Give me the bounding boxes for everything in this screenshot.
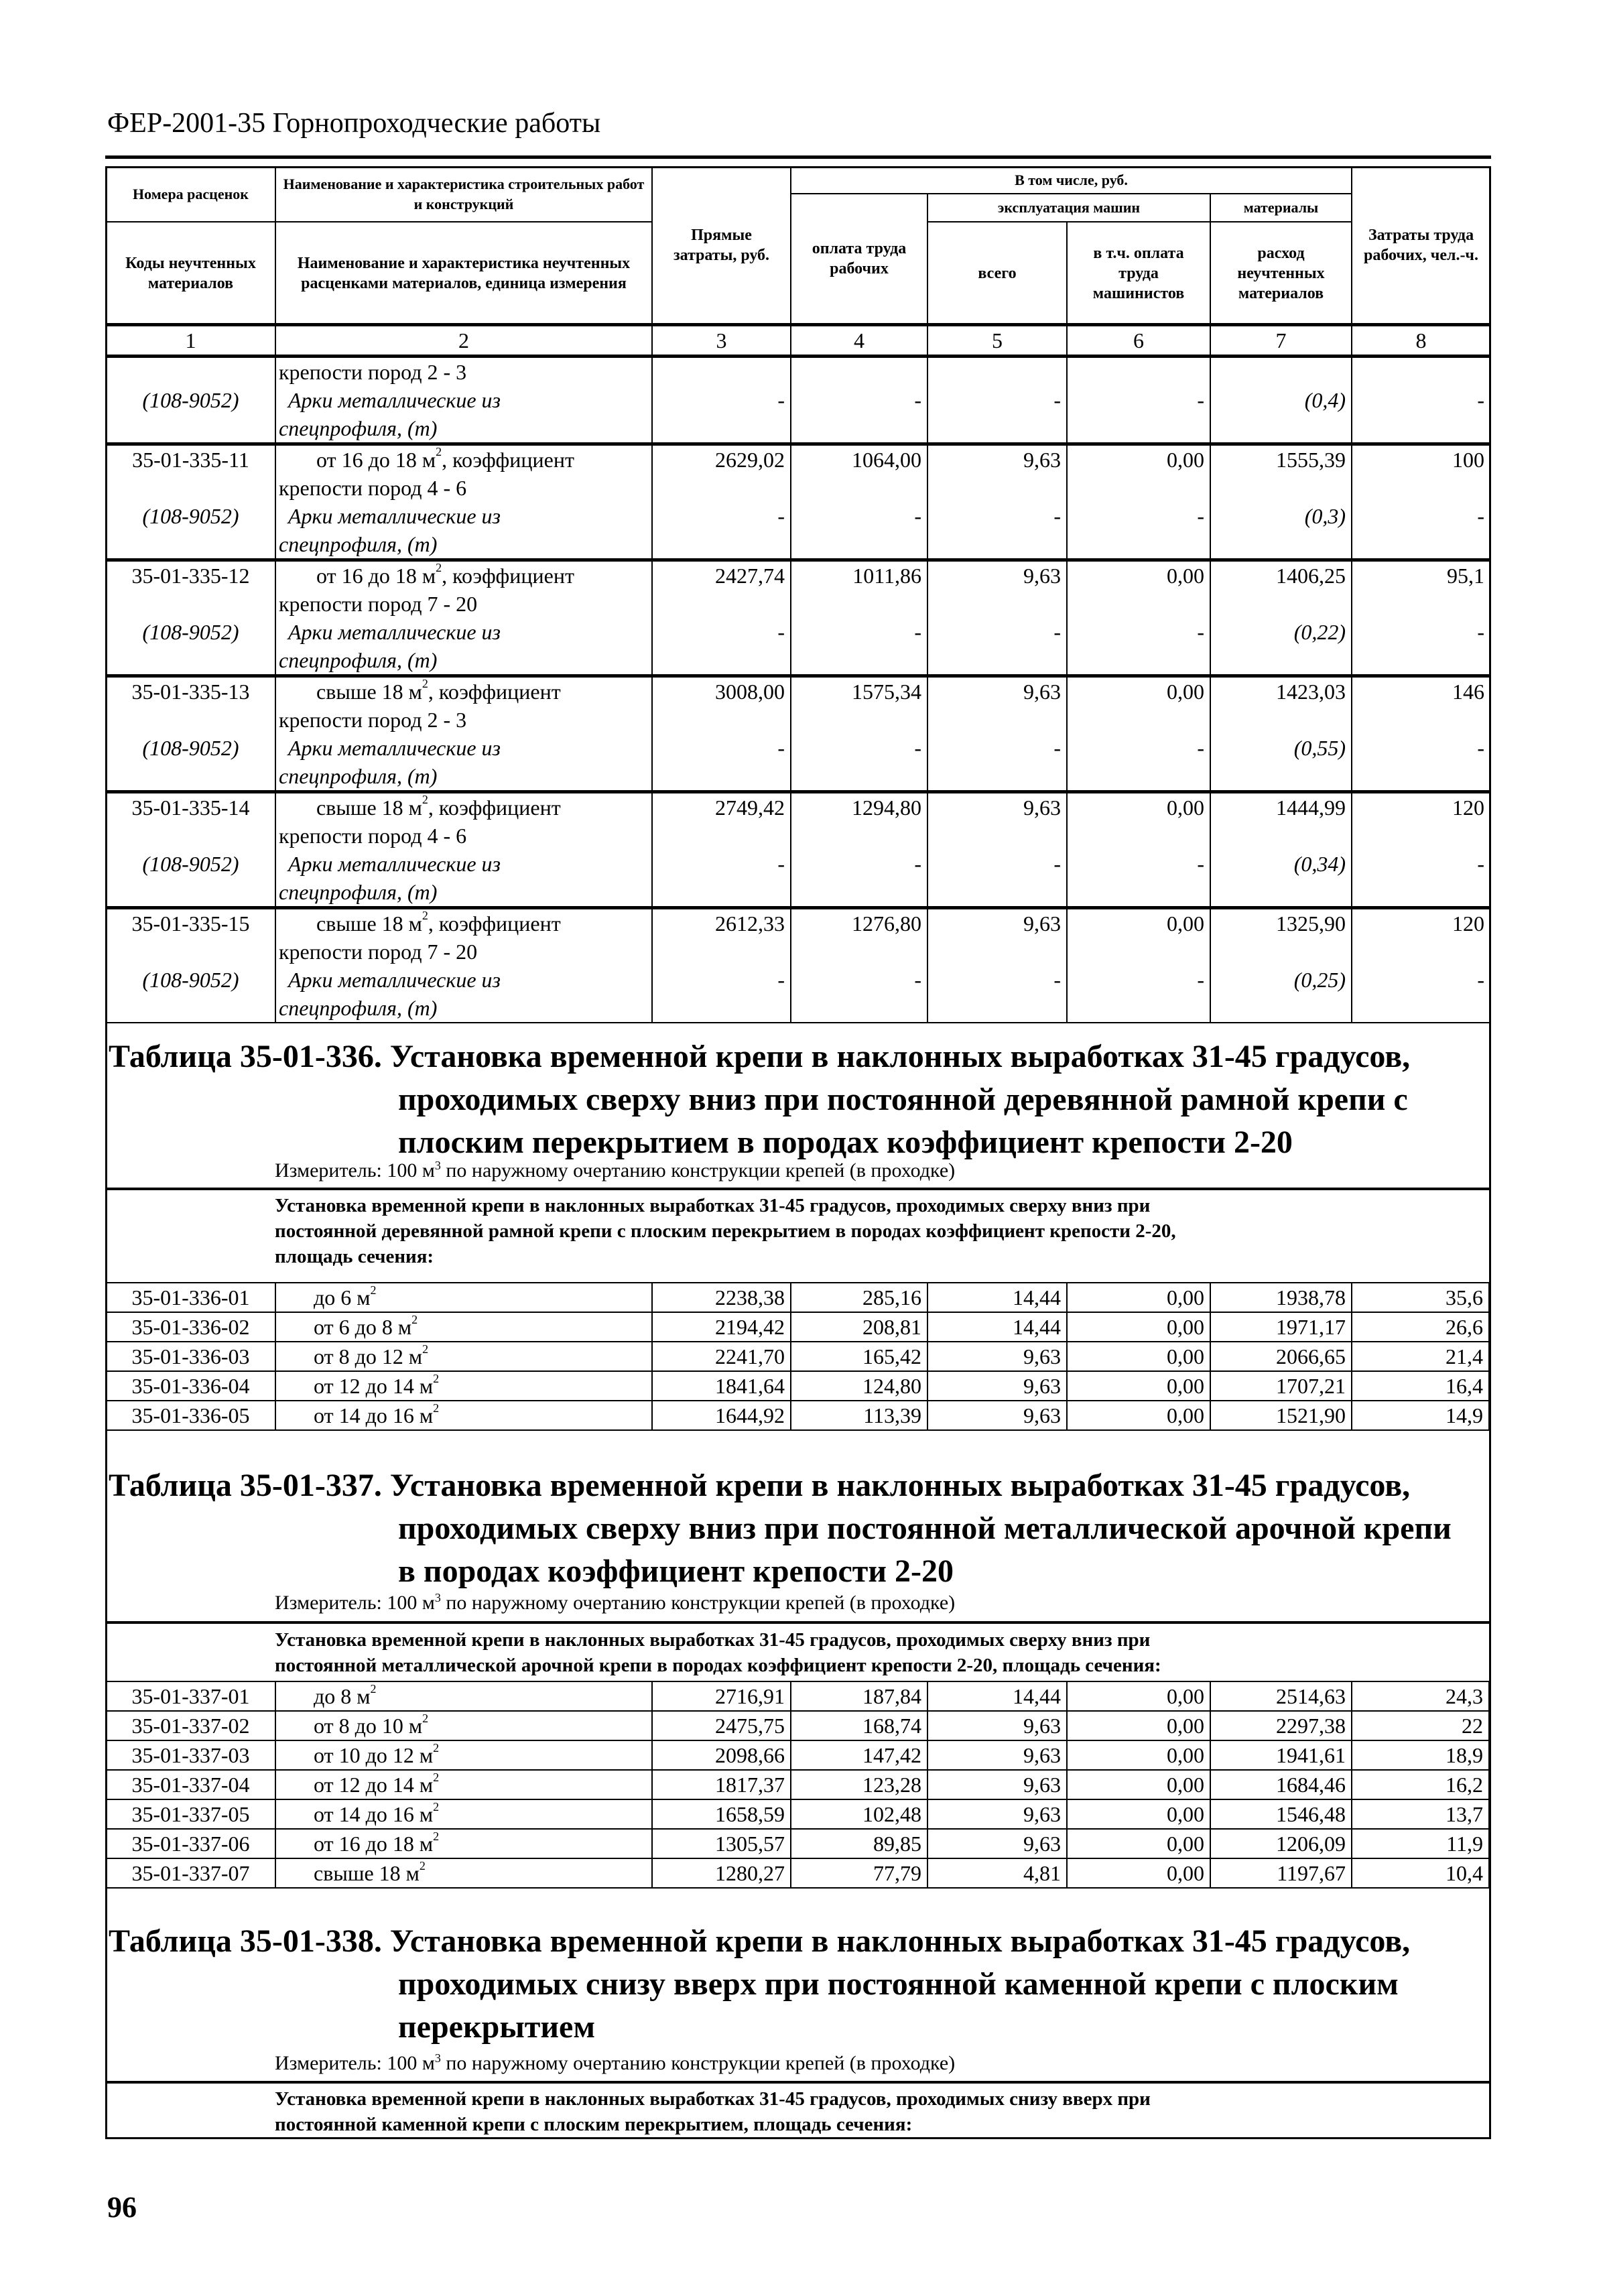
- cell-machines: 9,63: [927, 1799, 1067, 1829]
- material-name: Арки металлические из: [288, 619, 501, 644]
- table-338-measure: Измеритель: 100 $м^3$ по наружному очертанию конструкции крепей (в проходке): [275, 2051, 956, 2074]
- col-number-4: 4: [791, 324, 927, 356]
- material-code: (108-9052): [142, 735, 239, 760]
- cell-operator-pay: 0,00: [1067, 1858, 1210, 1888]
- cell-worker-pay: 285,16: [791, 1283, 927, 1312]
- cell-labor-hours: 14,9: [1352, 1401, 1489, 1430]
- row-description: от 16 до 18 $м^2$: [275, 1829, 652, 1858]
- cell-value: -: [1067, 356, 1210, 444]
- cell-operator-pay: 0,00: [1067, 1829, 1210, 1858]
- cell-labor-hours: 26,6: [1352, 1312, 1489, 1342]
- rate-code: 35-01-335-15: [131, 911, 250, 936]
- cell-worker-pay: 165,42: [791, 1342, 927, 1371]
- table-row: [106, 1858, 1489, 1888]
- table-row-continuation: [106, 356, 1490, 444]
- cell-direct-costs: 2749,42: [715, 795, 785, 820]
- cell-operator-pay: 0,00: [1067, 1711, 1210, 1740]
- material-name: Арки металлические из: [288, 735, 501, 760]
- superscript: 2: [370, 1682, 377, 1696]
- cell-materials: 1206,09: [1210, 1829, 1352, 1858]
- superscript: 2: [433, 1800, 440, 1813]
- table-336-number: Таблица 35-01-336.: [109, 1039, 382, 1074]
- col-header-rate-number: Номера расценок: [106, 167, 275, 222]
- rate-code: 35-01-337-03: [106, 1740, 275, 1770]
- table-row: [106, 1740, 1489, 1770]
- cell-direct-costs: 2475,75: [652, 1711, 791, 1740]
- material-code: (108-9052): [142, 503, 239, 528]
- row-description: от 16 до 18 $м^2$, коэффициент: [316, 560, 574, 588]
- cell-worker-pay: 1011,86: [852, 563, 921, 588]
- col-number-1: 1: [106, 324, 275, 356]
- rates-table-336: [105, 1282, 1490, 1431]
- cell-direct-costs: 3008,00: [715, 679, 785, 704]
- table-row: [106, 1371, 1489, 1401]
- cell-materials: 1197,67: [1210, 1858, 1352, 1888]
- cell-materials: 1546,48: [1210, 1799, 1352, 1829]
- col-header-worker-pay: оплата труда рабочих: [791, 194, 927, 324]
- cell-materials: 2297,38: [1210, 1711, 1352, 1740]
- table-337-measure: Измеритель: 100 $м^3$ по наружному очертанию конструкции крепей (в проходке): [275, 1591, 956, 1614]
- divider: [105, 1188, 1491, 1190]
- rate-code: 35-01-337-07: [106, 1858, 275, 1888]
- cell-worker-pay: 1064,00: [852, 447, 921, 472]
- rates-table-337: [105, 1681, 1490, 1889]
- material-name-cont: спецпрофиля, (т): [279, 416, 438, 440]
- cell-value: -: [652, 356, 791, 444]
- cell-worker-pay: 1294,80: [852, 795, 921, 820]
- row-description: крепости пород 2 - 3: [279, 359, 467, 384]
- cell-direct-costs: 1305,57: [652, 1829, 791, 1858]
- cell-labor-hours: 16,2: [1352, 1770, 1489, 1799]
- col-header-machines-group: эксплуатация машин: [927, 194, 1210, 222]
- rate-code: 35-01-337-06: [106, 1829, 275, 1858]
- cell-operator-pay: 0,00: [1067, 1283, 1210, 1312]
- table-row: [106, 1770, 1489, 1799]
- cell-labor-hours: 120: [1452, 911, 1484, 936]
- rate-code: 35-01-336-01: [106, 1283, 275, 1312]
- cell-operator-pay: 0,00: [1167, 911, 1204, 936]
- col-header-materials-group: материалы: [1210, 194, 1352, 222]
- col-number-6: 6: [1067, 324, 1210, 356]
- cell-machines: 14,44: [927, 1681, 1067, 1711]
- col-header-operator-pay: в т.ч. оплата труда машинистов: [1067, 222, 1210, 324]
- col-header-direct-costs: Прямые затраты, руб.: [652, 167, 791, 324]
- cell-worker-pay: 89,85: [791, 1829, 927, 1858]
- table-336-measure: Измеритель: 100 $м^3$ по наружному очертанию конструкции крепей (в проходке): [275, 1159, 956, 1182]
- cell-machines: 9,63: [1023, 911, 1061, 936]
- material-code: (108-9052): [142, 619, 239, 644]
- table-336-title: Таблица 35-01-336. Установка временной крепи в наклонных выработках 31-45 градусов, проходимых сверху вниз при постоянной деревянной рамной крепи с плоским перекрытием в породах коэффициент крепости 2-20: [109, 1039, 1411, 1160]
- table-row: [106, 1401, 1489, 1430]
- cell-direct-costs: 2629,02: [715, 447, 785, 472]
- rate-code: 35-01-336-05: [106, 1401, 275, 1430]
- cell-labor-hours: 120: [1452, 795, 1484, 820]
- cell-direct-costs: 2427,74: [715, 563, 785, 588]
- cell-worker-pay: 113,39: [791, 1401, 927, 1430]
- rate-code: 35-01-335-11: [132, 447, 249, 472]
- material-name-cont: спецпрофиля, (т): [279, 879, 438, 904]
- material-name: Арки металлические из: [288, 967, 501, 992]
- cell-labor-hours: 146: [1452, 679, 1484, 704]
- cell-direct-costs: 2716,91: [652, 1681, 791, 1711]
- row-description: свыше 18 $м^2$, коэффициент: [316, 676, 561, 704]
- row-description-cont: крепости пород 7 - 20: [279, 591, 478, 616]
- cell-direct-costs: 1280,27: [652, 1858, 791, 1888]
- row-description: от 12 до 14 $м^2$: [275, 1371, 652, 1401]
- cell-direct-costs: 2098,66: [652, 1740, 791, 1770]
- material-name: Арки металлические из: [288, 503, 501, 528]
- cell-labor-hours: 21,4: [1352, 1342, 1489, 1371]
- cell-operator-pay: 0,00: [1067, 1770, 1210, 1799]
- cell-machines: 9,63: [927, 1711, 1067, 1740]
- cell-labor-hours: 95,1: [1447, 563, 1484, 588]
- table-row: 35-01-335-15 (108-9052) свыше 18 $м^2$, коэффициент крепости пород 7 - 20 Арки металлические из спецпрофиля, (т) 2612,33 - 1276,80 - 9,63 - 0,00 - 1325,90 (0,25) 120 -: [106, 907, 1490, 1023]
- cell-operator-pay: 0,00: [1067, 1342, 1210, 1371]
- cell-operator-pay: 0,00: [1167, 679, 1204, 704]
- material-name: Арки металлические из: [288, 387, 501, 412]
- cell-machines: 4,81: [927, 1858, 1067, 1888]
- rate-code: 35-01-337-05: [106, 1799, 275, 1829]
- superscript: 2: [422, 1712, 429, 1725]
- cell-materials: 1406,25: [1276, 563, 1346, 588]
- row-description: до 8 $м^2$: [275, 1681, 652, 1711]
- cell-materials: 2514,63: [1210, 1681, 1352, 1711]
- superscript: 2: [433, 1771, 440, 1784]
- cell-value: -: [927, 356, 1067, 444]
- cell-direct-costs: 2612,33: [715, 911, 785, 936]
- table-336-subheading: Установка временной крепи в наклонных выработках 31-45 градусов, проходимых сверху вниз при постоянной деревянной рамной крепи с плоским перекрытием в породах коэффициент крепости 2-20, площадь сечения:: [275, 1195, 1176, 1267]
- cell-materials: 1941,61: [1210, 1740, 1352, 1770]
- cell-operator-pay: 0,00: [1067, 1312, 1210, 1342]
- cell-materials: 1521,90: [1210, 1401, 1352, 1430]
- cell-materials: 1684,46: [1210, 1770, 1352, 1799]
- superscript: 2: [411, 1313, 418, 1326]
- cell-machines: 9,63: [927, 1740, 1067, 1770]
- cell-direct-costs: 2241,70: [652, 1342, 791, 1371]
- col-header-material-names: Наименование и характеристика неучтенных расценками материалов, единица измерения: [275, 222, 652, 324]
- table-row: [106, 1283, 1489, 1312]
- material-code: (108-9052): [142, 851, 239, 876]
- cell-labor-hours: 100: [1452, 447, 1484, 472]
- superscript: 2: [370, 1283, 377, 1297]
- cell-direct-costs: 1817,37: [652, 1770, 791, 1799]
- cell-labor-hours: 13,7: [1352, 1799, 1489, 1829]
- cell-operator-pay: 0,00: [1167, 795, 1204, 820]
- col-header-material-codes: Коды неучтенных материалов: [106, 222, 275, 324]
- cell-materials: 1707,21: [1210, 1371, 1352, 1401]
- row-description: от 16 до 18 $м^2$, коэффициент: [316, 444, 574, 472]
- row-description-cont: крепости пород 4 - 6: [279, 823, 467, 848]
- cell-materials: 1555,39: [1276, 447, 1346, 472]
- page-number: 96: [107, 2191, 137, 2224]
- cell-operator-pay: 0,00: [1067, 1799, 1210, 1829]
- table-row: [106, 1711, 1489, 1740]
- rate-code: 35-01-335-12: [131, 563, 250, 588]
- col-header-machines-total: всего: [927, 222, 1067, 324]
- rate-code: 35-01-337-01: [106, 1681, 275, 1711]
- cell-worker-pay: 77,79: [791, 1858, 927, 1888]
- rate-code: 35-01-336-04: [106, 1371, 275, 1401]
- cell-worker-pay: 1276,80: [852, 911, 921, 936]
- material-name-cont: спецпрофиля, (т): [279, 531, 438, 556]
- rate-code: 35-01-336-02: [106, 1312, 275, 1342]
- cell-machines: 9,63: [1023, 563, 1061, 588]
- col-number-8: 8: [1352, 324, 1490, 356]
- rates-table-335: [105, 166, 1491, 1023]
- cell-operator-pay: 0,00: [1067, 1740, 1210, 1770]
- cell-labor-hours: 16,4: [1352, 1371, 1489, 1401]
- cell-direct-costs: 2194,42: [652, 1312, 791, 1342]
- cell-direct-costs: 1644,92: [652, 1401, 791, 1430]
- material-name: Арки металлические из: [288, 851, 501, 876]
- material-name-cont: спецпрофиля, (т): [279, 647, 438, 672]
- cell-value: (0,4): [1210, 356, 1352, 444]
- row-description: от 14 до 16 $м^2$: [275, 1401, 652, 1430]
- col-number-2: 2: [275, 324, 652, 356]
- cell-machines: 9,63: [927, 1770, 1067, 1799]
- cell-labor-hours: 24,3: [1352, 1681, 1489, 1711]
- cell-labor-hours: 18,9: [1352, 1740, 1489, 1770]
- cell-direct-costs: 2238,38: [652, 1283, 791, 1312]
- cell-machines: 14,44: [927, 1312, 1067, 1342]
- col-header-unaccounted-materials: расход неучтенных материалов: [1210, 222, 1352, 324]
- table-row: 35-01-335-12 (108-9052) от 16 до 18 $м^2$, коэффициент крепости пород 7 - 20 Арки металлические из спецпрофиля, (т) 2427,74 - 1011,86 - 9,63 - 0,00 - 1406,25 (0,22) 95,1 -: [106, 560, 1490, 676]
- table-row: [106, 1312, 1489, 1342]
- rate-code: 35-01-335-14: [131, 795, 250, 820]
- table-338-subheading: Установка временной крепи в наклонных выработках 31-45 градусов, проходимых снизу вверх при постоянной каменной крепи с плоским перекрытием, площадь сечения:: [275, 2088, 1151, 2135]
- cell-worker-pay: 1575,34: [852, 679, 921, 704]
- table-337-subheading: Установка временной крепи в наклонных выработках 31-45 градусов, проходимых сверху вниз при постоянной металлической арочной крепи в породах коэффициент крепости 2-20, площадь сечения:: [275, 1629, 1161, 1676]
- table-row: 35-01-335-11 (108-9052) от 16 до 18 $м^2$, коэффициент крепости пород 4 - 6 Арки металлические из спецпрофиля, (т) 2629,02 - 1064,00 - 9,63 - 0,00 - 1555,39 (0,3) 100 -: [106, 444, 1490, 560]
- header-rule: [105, 155, 1491, 159]
- row-description: свыше 18 $м^2$: [275, 1858, 652, 1888]
- cell-materials: 1444,99: [1276, 795, 1346, 820]
- row-description: свыше 18 $м^2$, коэффициент: [316, 792, 561, 820]
- cell-machines: 9,63: [927, 1829, 1067, 1858]
- table-row: [106, 1799, 1489, 1829]
- cell-operator-pay: 0,00: [1067, 1401, 1210, 1430]
- rate-code: 35-01-337-02: [106, 1711, 275, 1740]
- divider: [105, 1621, 1491, 1624]
- cell-machines: 9,63: [1023, 795, 1061, 820]
- cell-operator-pay: 0,00: [1167, 563, 1204, 588]
- row-description: от 14 до 16 $м^2$: [275, 1799, 652, 1829]
- material-name-cont: спецпрофиля, (т): [279, 995, 438, 1020]
- row-description: свыше 18 $м^2$, коэффициент: [316, 908, 561, 936]
- cell-machines: 14,44: [927, 1283, 1067, 1312]
- rate-code: 35-01-335-13: [131, 679, 250, 704]
- cell-value: -: [791, 356, 927, 444]
- superscript: 2: [419, 1859, 426, 1872]
- row-description: от 12 до 14 $м^2$: [275, 1770, 652, 1799]
- material-code: (108-9052): [142, 967, 239, 992]
- row-description: от 6 до 8 $м^2$: [275, 1312, 652, 1342]
- rate-code: 35-01-337-04: [106, 1770, 275, 1799]
- cell-worker-pay: 208,81: [791, 1312, 927, 1342]
- cell-machines: 9,63: [1023, 447, 1061, 472]
- col-number-7: 7: [1210, 324, 1352, 356]
- cell-machines: 9,63: [1023, 679, 1061, 704]
- col-header-including-group: В том числе, руб.: [791, 167, 1352, 194]
- cell-labor-hours: 10,4: [1352, 1858, 1489, 1888]
- cell-materials: 1971,17: [1210, 1312, 1352, 1342]
- table-338-number: Таблица 35-01-338.: [109, 1923, 382, 1959]
- superscript: 2: [433, 1830, 440, 1843]
- row-description-cont: крепости пород 4 - 6: [279, 475, 467, 500]
- superscript: 2: [433, 1372, 440, 1385]
- cell-labor-hours: 22: [1352, 1711, 1489, 1740]
- superscript: 2: [433, 1401, 440, 1415]
- cell-operator-pay: 0,00: [1067, 1681, 1210, 1711]
- divider: [105, 2081, 1491, 2084]
- table-row: [106, 1829, 1489, 1858]
- table-338-title: Таблица 35-01-338. Установка временной крепи в наклонных выработках 31-45 градусов, проходимых снизу вверх при постоянной каменной крепи с плоским перекрытием: [109, 1923, 1411, 2045]
- row-description: от 10 до 12 $м^2$: [275, 1740, 652, 1770]
- material-name-cont: спецпрофиля, (т): [279, 763, 438, 788]
- cell-labor-hours: 11,9: [1352, 1829, 1489, 1858]
- col-header-work-name: Наименование и характеристика строительных работ и конструкций: [275, 167, 652, 222]
- cell-worker-pay: 124,80: [791, 1371, 927, 1401]
- superscript: 2: [422, 1342, 429, 1356]
- cell-worker-pay: 147,42: [791, 1740, 927, 1770]
- table-337-title: Таблица 35-01-337. Установка временной крепи в наклонных выработках 31-45 градусов, проходимых сверху вниз при постоянной металлической арочной крепи в породах коэффициент крепости 2-20: [109, 1468, 1452, 1589]
- row-description-cont: крепости пород 7 - 20: [279, 939, 478, 964]
- cell-worker-pay: 168,74: [791, 1711, 927, 1740]
- superscript: 2: [433, 1741, 440, 1755]
- cell-value: -: [1352, 356, 1490, 444]
- col-number-3: 3: [652, 324, 791, 356]
- table-row: 35-01-335-14 (108-9052) свыше 18 $м^2$, коэффициент крепости пород 4 - 6 Арки металлические из спецпрофиля, (т) 2749,42 - 1294,80 - 9,63 - 0,00 - 1444,99 (0,34) 120 -: [106, 791, 1490, 907]
- running-header-title: ФЕР-2001-35 Горнопроходческие работы: [107, 108, 601, 139]
- col-header-labor-hours: Затраты труда рабочих, чел.-ч.: [1352, 167, 1490, 324]
- cell-operator-pay: 0,00: [1067, 1371, 1210, 1401]
- cell-labor-hours: 35,6: [1352, 1283, 1489, 1312]
- cell-worker-pay: 187,84: [791, 1681, 927, 1711]
- row-description: от 8 до 10 $м^2$: [275, 1711, 652, 1740]
- cell-materials: 1938,78: [1210, 1283, 1352, 1312]
- table-row: 35-01-335-13 (108-9052) свыше 18 $м^2$, коэффициент крепости пород 2 - 3 Арки металлические из спецпрофиля, (т) 3008,00 - 1575,34 - 9,63 - 0,00 - 1423,03 (0,55) 146 -: [106, 676, 1490, 791]
- row-description-cont: крепости пород 2 - 3: [279, 707, 467, 732]
- table-337-number: Таблица 35-01-337.: [109, 1468, 382, 1503]
- material-code: (108-9052): [142, 387, 239, 412]
- rate-code: 35-01-336-03: [106, 1342, 275, 1371]
- cell-machines: 9,63: [927, 1371, 1067, 1401]
- cell-machines: 9,63: [927, 1342, 1067, 1371]
- cell-machines: 9,63: [927, 1401, 1067, 1430]
- row-description: до 6 $м^2$: [275, 1283, 652, 1312]
- cell-operator-pay: 0,00: [1167, 447, 1204, 472]
- col-number-5: 5: [927, 324, 1067, 356]
- cell-direct-costs: 1658,59: [652, 1799, 791, 1829]
- cell-materials: 1325,90: [1276, 911, 1346, 936]
- cell-materials: 2066,65: [1210, 1342, 1352, 1371]
- table-row: [106, 1681, 1489, 1711]
- table-row: [106, 1342, 1489, 1371]
- cell-materials: 1423,03: [1276, 679, 1346, 704]
- cell-worker-pay: 102,48: [791, 1799, 927, 1829]
- cell-direct-costs: 1841,64: [652, 1371, 791, 1401]
- cell-worker-pay: 123,28: [791, 1770, 927, 1799]
- row-description: от 8 до 12 $м^2$: [275, 1342, 652, 1371]
